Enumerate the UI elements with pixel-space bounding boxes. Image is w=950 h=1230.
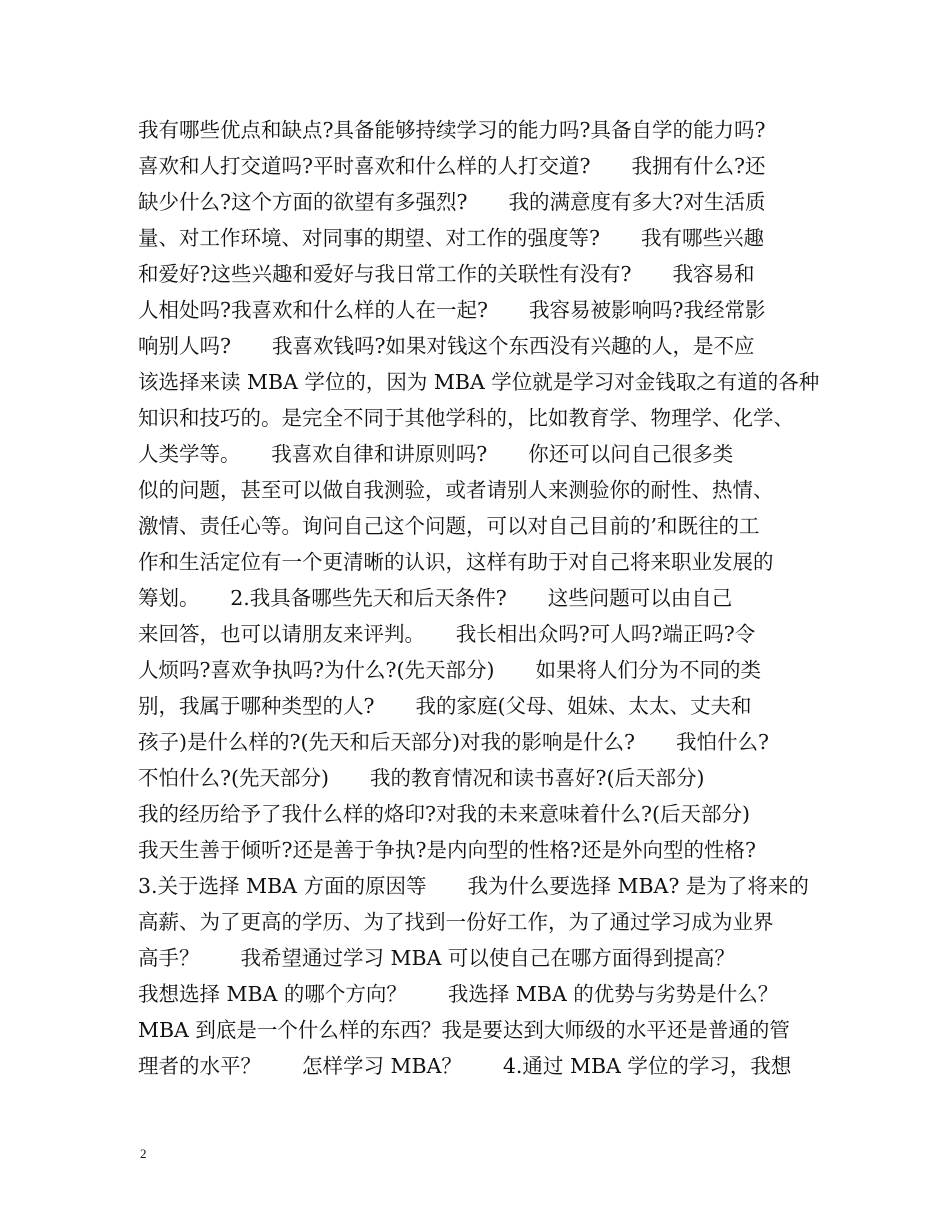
text-line-27: 理者的水平？ 怎样学习 MBA？ 4.通过 MBA 学位的学习，我想 xyxy=(138,1054,792,1078)
body-text xyxy=(138,112,818,1084)
text-line-3: 缺少什么?这个方面的欲望有多强烈? 我的满意度有多大?对生活质 xyxy=(138,190,766,214)
text-line-10: 人类学等。 我喜欢自律和讲原则吗? 你还可以问自己很多类 xyxy=(138,442,734,466)
text-line-4: 量、对工作环境、对同事的期望、对工作的强度等? 我有哪些兴趣 xyxy=(138,226,764,250)
text-line-12: 激情、责任心等。询问自己这个问题，可以对自己目前的’和既往的工 xyxy=(138,514,760,538)
text-line-16: 人烦吗?喜欢争执吗?为什么?(先天部分) 如果将人们分为不同的类 xyxy=(138,658,761,682)
text-line-7: 响别人吗? 我喜欢钱吗?如果对钱这个东西没有兴趣的人，是不应 xyxy=(138,334,755,358)
text-line-8: 该选择来读 MBA 学位的，因为 MBA 学位就是学习对金钱取之有道的各种 xyxy=(138,370,820,394)
text-line-14: 筹划。 2.我具备哪些先天和后天条件? 这些问题可以由自己 xyxy=(138,586,733,610)
text-line-20: 我的经历给予了我什么样的烙印?对我的未来意味着什么?(后天部分) xyxy=(138,802,750,826)
text-line-6: 人相处吗?我喜欢和什么样的人在一起? 我容易被影响吗?我经常影 xyxy=(138,298,766,322)
text-line-26: MBA 到底是一个什么样的东西？我是要达到大师级的水平还是普通的管 xyxy=(138,1018,790,1042)
text-line-18: 孩子)是什么样的?(先天和后天部分)对我的影响是什么? 我怕什么? xyxy=(138,730,769,754)
text-line-11: 似的问题，甚至可以做自我测验，或者请别人来测验你的耐性、热情、 xyxy=(138,478,774,502)
text-line-22: 3.关于选择 MBA 方面的原因等 我为什么要选择 MBA? 是为了将来的 xyxy=(138,874,809,898)
text-line-21: 我天生善于倾听?还是善于争执?是内向型的性格?还是外向型的性格? xyxy=(138,838,756,862)
text-line-2: 喜欢和人打交道吗?平时喜欢和什么样的人打交道? 我拥有什么?还 xyxy=(138,154,766,178)
text-line-24: 高手？ 我希望通过学习 MBA 可以使自己在哪方面得到提高？ xyxy=(138,946,735,970)
text-line-13: 作和生活定位有一个更清晰的认识，这样有助于对自己将来职业发展的 xyxy=(138,550,774,574)
text-line-9: 知识和技巧的。是完全不同于其他学科的，比如教育学、物理学、化学、 xyxy=(138,406,794,430)
text-line-23: 高薪、为了更高的学历、为了找到一份好工作，为了通过学习成为业界 xyxy=(138,910,774,934)
text-line-15: 来回答，也可以请朋友来评判。 我长相出众吗?可人吗?端正吗?令 xyxy=(138,622,756,646)
text-line-5: 和爱好?这些兴趣和爱好与我日常工作的关联性有没有? 我容易和 xyxy=(138,262,755,286)
page-number: 2 xyxy=(140,1146,147,1161)
text-line-17: 别，我属于哪种类型的人? 我的家庭(父母、姐妹、太太、丈夫和 xyxy=(138,694,752,718)
text-line-1: 我有哪些优点和缺点?具备能够持续学习的能力吗?具备自学的能力吗? xyxy=(138,118,766,142)
text-line-19: 不怕什么?(先天部分) 我的教育情况和读书喜好?(后天部分) xyxy=(138,766,705,790)
text-line-25: 我想选择 MBA 的哪个方向？ 我选择 MBA 的优势与劣势是什么？ xyxy=(138,982,779,1006)
